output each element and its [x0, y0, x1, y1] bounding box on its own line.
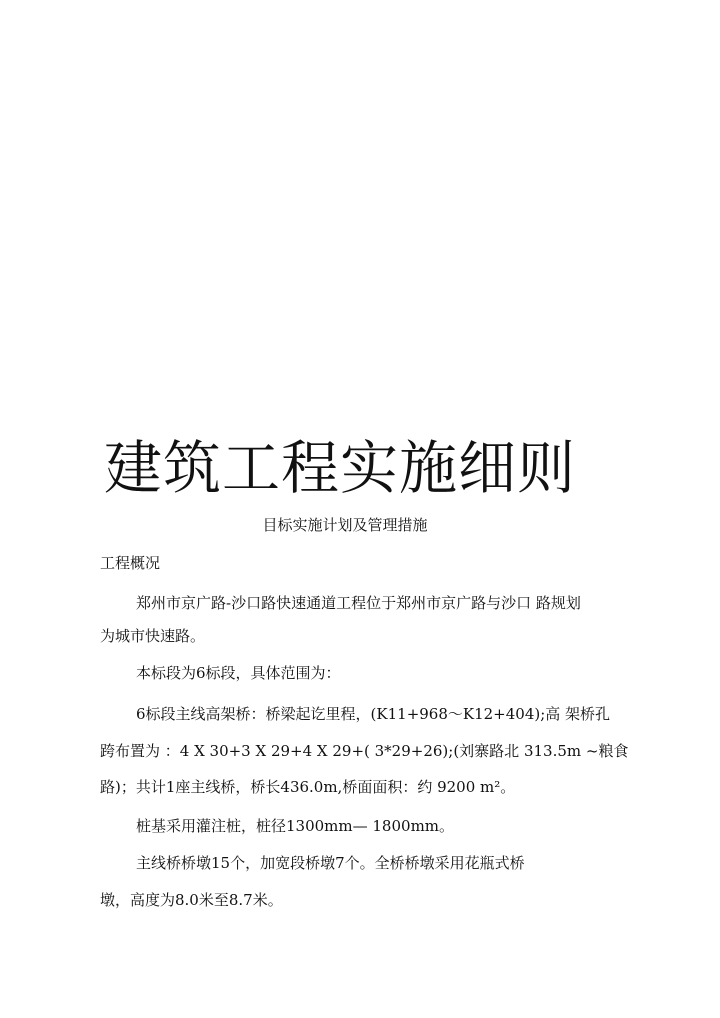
paragraph-line: 本标段为6标段，具体范围为：	[136, 664, 341, 682]
paragraph-line: 6标段主线高架桥：桥梁起讫里程，(K11+968～K12+404);高 架桥孔	[136, 705, 611, 723]
paragraph-line: 为城市快速路。	[100, 627, 206, 645]
paragraph-line: 墩，高度为8.0米至8.7米。	[100, 891, 283, 909]
paragraph-line: 跨布置为 ：4 X 30+3 X 29+4 X 29+( 3*29+26);(刘寨路北 313.5m ~粮食	[100, 742, 629, 760]
paragraph-line: 郑州市京广路-沙口路快速通道工程位于郑州市京广路与沙口 路规划	[136, 594, 581, 612]
document-subtitle: 目标实施计划及管理措施	[262, 516, 428, 534]
document-title: 建筑工程实施细则	[103, 434, 576, 502]
section-heading: 工程概况	[100, 554, 161, 572]
paragraph-line: 路)；共计1座主线桥，桥长436.0m,桥面面积：约 9200 m²。	[100, 778, 516, 796]
paragraph-line: 主线桥桥墩15个，加宽段桥墩7个。全桥桥墩采用花瓶式桥	[136, 854, 525, 872]
paragraph-line: 桩基采用灌注桩，桩径1300mm— 1800mm。	[136, 817, 455, 835]
